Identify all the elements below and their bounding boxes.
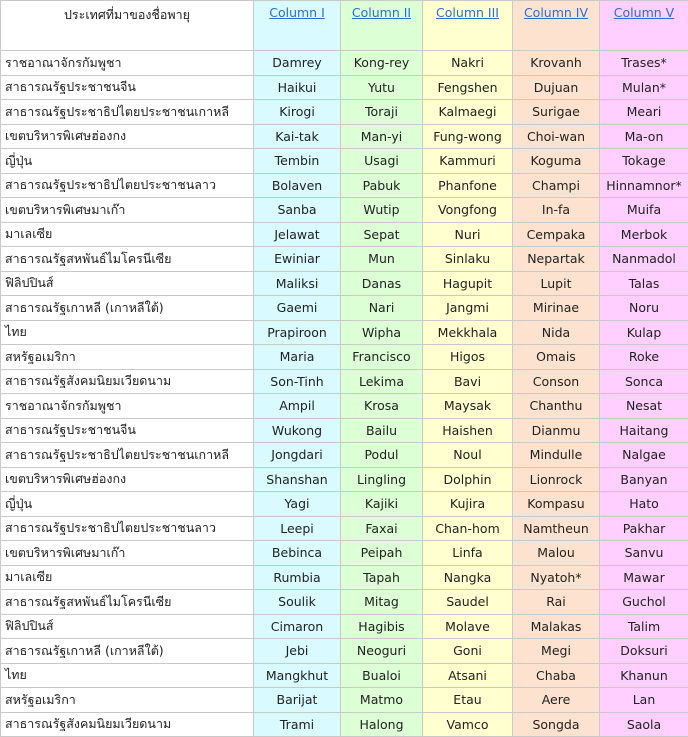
storm-name-cell: Ewiniar (254, 247, 341, 272)
table-row (1, 712, 688, 737)
country-cell: สาธารณรัฐประชาธิปไตยประชาชนเกาหลี (1, 443, 254, 468)
storm-name-cell: Mangkhut (254, 663, 341, 688)
storm-name-cell: Nari (341, 296, 423, 321)
country-cell: สาธารณรัฐเกาหลี (เกาหลีใต้) (1, 296, 254, 321)
storm-name-cell: Champi (513, 173, 600, 198)
storm-name-cell: Yutu (341, 75, 423, 100)
storm-name-cell: Muifa (600, 198, 688, 223)
table-row (1, 443, 688, 468)
storm-name-cell: Danas (341, 271, 423, 296)
column-4-link[interactable]: Column IV (524, 5, 588, 20)
storm-name-cell: Kirogi (254, 100, 341, 125)
storm-name-cell: Lingling (341, 467, 423, 492)
storm-name-cell: Lan (600, 688, 688, 713)
storm-name-cell: Chanthu (513, 394, 600, 419)
storm-name-cell: Kai-tak (254, 124, 341, 149)
country-cell: ไทย (1, 320, 254, 345)
storm-name-cell: Hinnamnor* (600, 173, 688, 198)
column-2-link[interactable]: Column II (352, 5, 411, 20)
column-5-header[interactable] (600, 1, 688, 51)
table-row (1, 614, 688, 639)
storm-name-cell: Noru (600, 296, 688, 321)
table-row (1, 541, 688, 566)
storm-name-cell: Kujira (423, 492, 513, 517)
storm-name-cell: Kalmaegi (423, 100, 513, 125)
country-cell: ฟิลิปปินส์ (1, 271, 254, 296)
storm-name-cell: Meari (600, 100, 688, 125)
storm-name-cell: Sanvu (600, 541, 688, 566)
storm-name-cell: Namtheun (513, 516, 600, 541)
storm-name-cell: Pakhar (600, 516, 688, 541)
storm-name-cell: In-fa (513, 198, 600, 223)
country-cell: สาธารณรัฐประชาชนจีน (1, 418, 254, 443)
storm-name-cell: Fengshen (423, 75, 513, 100)
storm-name-cell: Saola (600, 712, 688, 737)
storm-name-cell: Omais (513, 345, 600, 370)
country-cell: มาเลเซีย (1, 222, 254, 247)
column-1-header[interactable] (254, 1, 341, 51)
country-cell: ญี่ปุ่น (1, 492, 254, 517)
country-cell: สาธารณรัฐสังคมนิยมเวียดนาม (1, 369, 254, 394)
storm-name-cell: Guchol (600, 590, 688, 615)
storm-name-cell: Wipha (341, 320, 423, 345)
country-cell: สาธารณรัฐประชาชนจีน (1, 75, 254, 100)
storm-name-cell: Vongfong (423, 198, 513, 223)
storm-name-cell: Jangmi (423, 296, 513, 321)
table-row (1, 247, 688, 272)
column-2-header[interactable] (341, 1, 423, 51)
storm-name-cell: Kong-rey (341, 51, 423, 76)
storm-name-cell: Usagi (341, 149, 423, 174)
table-row (1, 565, 688, 590)
storm-name-cell: Maysak (423, 394, 513, 419)
storm-name-cell: Chan-hom (423, 516, 513, 541)
storm-name-cell: Halong (341, 712, 423, 737)
storm-name-cell: Mun (341, 247, 423, 272)
storm-name-cell: Chaba (513, 663, 600, 688)
storm-name-cell: Doksuri (600, 639, 688, 664)
country-cell: ไทย (1, 663, 254, 688)
storm-name-cell: Barijat (254, 688, 341, 713)
storm-name-cell: Wutip (341, 198, 423, 223)
storm-name-cell: Dianmu (513, 418, 600, 443)
table-body (1, 51, 688, 737)
storm-name-cell: Sepat (341, 222, 423, 247)
country-cell: สาธารณรัฐสหพันธ์ไมโครนีเซีย (1, 247, 254, 272)
table-row (1, 75, 688, 100)
table-row (1, 345, 688, 370)
storm-name-cell: Bailu (341, 418, 423, 443)
storm-name-cell: Nalgae (600, 443, 688, 468)
country-cell: สหรัฐอเมริกา (1, 345, 254, 370)
storm-name-cell: Mitag (341, 590, 423, 615)
table-row (1, 124, 688, 149)
storm-name-cell: Maria (254, 345, 341, 370)
storm-name-cell: Gaemi (254, 296, 341, 321)
table-row (1, 492, 688, 517)
storm-name-cell: Megi (513, 639, 600, 664)
storm-name-cell: Noul (423, 443, 513, 468)
country-cell: มาเลเซีย (1, 565, 254, 590)
storm-name-cell: Nyatoh* (513, 565, 600, 590)
storm-name-cell: Pabuk (341, 173, 423, 198)
storm-name-cell: Vamco (423, 712, 513, 737)
country-column-header: ประเทศที่มาของชื่อพายุ (1, 1, 254, 51)
table-row (1, 688, 688, 713)
table-row (1, 296, 688, 321)
storm-name-cell: Peipah (341, 541, 423, 566)
storm-name-cell: Hato (600, 492, 688, 517)
country-cell: ราชอาณาจักรกัมพูชา (1, 394, 254, 419)
table-row (1, 590, 688, 615)
storm-name-cell: Nesat (600, 394, 688, 419)
storm-name-cell: Nakri (423, 51, 513, 76)
table-row (1, 51, 688, 76)
country-cell: สาธารณรัฐสังคมนิยมเวียดนาม (1, 712, 254, 737)
storm-name-cell: Khanun (600, 663, 688, 688)
storm-name-cell: Tembin (254, 149, 341, 174)
storm-name-cell: Etau (423, 688, 513, 713)
storm-name-cell: Surigae (513, 100, 600, 125)
country-cell: สาธารณรัฐเกาหลี (เกาหลีใต้) (1, 639, 254, 664)
table-row (1, 394, 688, 419)
country-cell: สาธารณรัฐประชาธิปไตยประชาชนลาว (1, 516, 254, 541)
storm-name-cell: Son-Tinh (254, 369, 341, 394)
storm-name-cell: Mulan* (600, 75, 688, 100)
storm-name-cell: Soulik (254, 590, 341, 615)
table-row (1, 100, 688, 125)
country-cell: สาธารณรัฐสหพันธ์ไมโครนีเซีย (1, 590, 254, 615)
storm-name-cell: Toraji (341, 100, 423, 125)
country-cell: ญี่ปุ่น (1, 149, 254, 174)
storm-name-cell: Trases* (600, 51, 688, 76)
storm-name-cell: Malakas (513, 614, 600, 639)
storm-name-cell: Man-yi (341, 124, 423, 149)
storm-name-cell: Bualoi (341, 663, 423, 688)
table-row (1, 320, 688, 345)
storm-name-cell: Bebinca (254, 541, 341, 566)
storm-name-cell: Choi-wan (513, 124, 600, 149)
storm-name-cell: Cempaka (513, 222, 600, 247)
storm-name-cell: Podul (341, 443, 423, 468)
country-cell: เขตบริหารพิเศษฮ่องกง (1, 467, 254, 492)
storm-name-cell: Sonca (600, 369, 688, 394)
storm-name-cell: Goni (423, 639, 513, 664)
table-row (1, 173, 688, 198)
storm-name-cell: Cimaron (254, 614, 341, 639)
storm-name-cell: Yagi (254, 492, 341, 517)
storm-name-cell: Leepi (254, 516, 341, 541)
storm-name-cell: Aere (513, 688, 600, 713)
storm-name-cell: Hagupit (423, 271, 513, 296)
storm-name-cell: Kammuri (423, 149, 513, 174)
storm-name-cell: Haitang (600, 418, 688, 443)
column-4-header[interactable] (513, 1, 600, 51)
storm-name-cell: Jebi (254, 639, 341, 664)
storm-name-cell: Higos (423, 345, 513, 370)
storm-name-cell: Mawar (600, 565, 688, 590)
country-cell: ฟิลิปปินส์ (1, 614, 254, 639)
table-row (1, 467, 688, 492)
storm-name-cell: Bolaven (254, 173, 341, 198)
storm-name-cell: Kajiki (341, 492, 423, 517)
storm-name-cell: Jelawat (254, 222, 341, 247)
storm-name-cell: Damrey (254, 51, 341, 76)
storm-name-cell: Tokage (600, 149, 688, 174)
storm-name-cell: Conson (513, 369, 600, 394)
storm-name-cell: Nepartak (513, 247, 600, 272)
storm-name-cell: Linfa (423, 541, 513, 566)
storm-name-cell: Haishen (423, 418, 513, 443)
storm-name-cell: Wukong (254, 418, 341, 443)
table-row (1, 639, 688, 664)
storm-name-cell: Nanmadol (600, 247, 688, 272)
country-cell: สหรัฐอเมริกา (1, 688, 254, 713)
country-cell: ราชอาณาจักรกัมพูชา (1, 51, 254, 76)
storm-name-cell: Hagibis (341, 614, 423, 639)
table-row (1, 271, 688, 296)
column-5-link[interactable]: Column V (614, 5, 674, 20)
table-row (1, 516, 688, 541)
storm-name-cell: Roke (600, 345, 688, 370)
storm-name-cell: Lionrock (513, 467, 600, 492)
storm-name-cell: Dujuan (513, 75, 600, 100)
storm-name-cell: Malou (513, 541, 600, 566)
storm-name-cell: Ma-on (600, 124, 688, 149)
storm-name-cell: Jongdari (254, 443, 341, 468)
storm-name-cell: Molave (423, 614, 513, 639)
storm-name-cell: Atsani (423, 663, 513, 688)
storm-name-cell: Banyan (600, 467, 688, 492)
storm-name-cell: Matmo (341, 688, 423, 713)
storm-name-cell: Mindulle (513, 443, 600, 468)
storm-name-cell: Kompasu (513, 492, 600, 517)
storm-name-cell: Songda (513, 712, 600, 737)
table-row (1, 663, 688, 688)
column-3-header[interactable] (423, 1, 513, 51)
storm-name-cell: Dolphin (423, 467, 513, 492)
table-row (1, 418, 688, 443)
storm-name-cell: Sinlaku (423, 247, 513, 272)
storm-name-cell: Bavi (423, 369, 513, 394)
country-cell: สาธารณรัฐประชาธิปไตยประชาชนลาว (1, 173, 254, 198)
storm-name-cell: Tapah (341, 565, 423, 590)
storm-name-cell: Ampil (254, 394, 341, 419)
storm-name-cell: Fung-wong (423, 124, 513, 149)
storm-name-cell: Rumbia (254, 565, 341, 590)
storm-name-cell: Lupit (513, 271, 600, 296)
storm-name-cell: Nuri (423, 222, 513, 247)
storm-name-cell: Koguma (513, 149, 600, 174)
table-row (1, 222, 688, 247)
table-row (1, 149, 688, 174)
country-cell: สาธารณรัฐประชาธิปไตยประชาชนเกาหลี (1, 100, 254, 125)
country-cell: เขตบริหารพิเศษฮ่องกง (1, 124, 254, 149)
column-3-link[interactable]: Column III (436, 5, 499, 20)
storm-name-cell: Sanba (254, 198, 341, 223)
storm-name-cell: Saudel (423, 590, 513, 615)
storm-name-cell: Mekkhala (423, 320, 513, 345)
storm-name-cell: Faxai (341, 516, 423, 541)
storm-name-cell: Talas (600, 271, 688, 296)
table-row (1, 369, 688, 394)
header-row (1, 1, 688, 51)
storm-name-cell: Nida (513, 320, 600, 345)
storm-name-cell: Mirinae (513, 296, 600, 321)
storm-name-cell: Nangka (423, 565, 513, 590)
storm-name-cell: Prapiroon (254, 320, 341, 345)
storm-name-cell: Talim (600, 614, 688, 639)
storm-name-cell: Krosa (341, 394, 423, 419)
storm-name-cell: Shanshan (254, 467, 341, 492)
storm-name-cell: Haikui (254, 75, 341, 100)
column-1-link[interactable]: Column I (269, 5, 325, 20)
country-cell: เขตบริหารพิเศษมาเก๊า (1, 198, 254, 223)
storm-name-cell: Lekima (341, 369, 423, 394)
storm-name-cell: Merbok (600, 222, 688, 247)
storm-name-cell: Francisco (341, 345, 423, 370)
storm-name-cell: Maliksi (254, 271, 341, 296)
storm-name-cell: Kulap (600, 320, 688, 345)
storm-name-cell: Phanfone (423, 173, 513, 198)
storm-name-cell: Trami (254, 712, 341, 737)
storm-name-cell: Neoguri (341, 639, 423, 664)
storm-name-cell: Krovanh (513, 51, 600, 76)
storm-name-cell: Rai (513, 590, 600, 615)
country-cell: เขตบริหารพิเศษมาเก๊า (1, 541, 254, 566)
table-row (1, 198, 688, 223)
